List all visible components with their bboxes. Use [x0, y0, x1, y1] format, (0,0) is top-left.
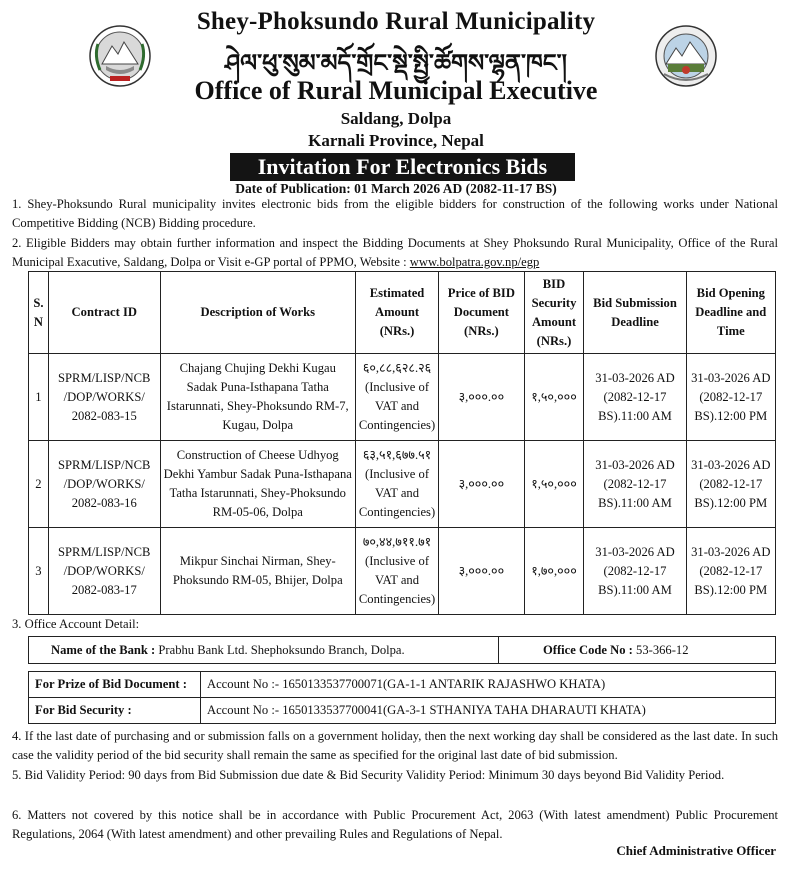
cell-estimated-amount — [355, 528, 438, 615]
signature: Chief Administrative Officer — [616, 843, 776, 858]
cell-security: १,५०,००० — [524, 441, 584, 528]
table-row — [29, 528, 776, 615]
amount-note: (Inclusive of VAT and Contingencies) — [358, 554, 436, 606]
header-opening: Bid Opening Deadline and Time — [686, 272, 775, 354]
office-code-label: Office Code No : — [543, 642, 633, 657]
cell-opening: 31-03-2026 AD (2082-12-17 BS).12:00 PM — [686, 441, 775, 528]
cell-opening: 31-03-2026 AD (2082-12-17 BS).12:00 PM — [686, 528, 775, 615]
paragraph-1: 1. Shey-Phoksundo Rural municipality invites electronic bids from the eligible bidders for construction of the following works under National Competitive Bidding (NCB) Bidding procedure. — [12, 197, 778, 230]
paragraph-2-text: 2. Eligible Bidders may obtain further information and inspect the Bidding Documents at Shey Phoksundo Rural Municipality, Office of the Rural Municipal Exacutive, Saldang, Dolpa or Visit e-GP portal of PPMO, Website : — [12, 236, 778, 269]
paragraph-2 — [12, 234, 778, 272]
cell-estimated-amount — [355, 354, 438, 441]
bank-label: Name of the Bank : — [51, 642, 156, 657]
amount-value: ६०,८८,६२८.२६ — [362, 361, 432, 375]
municipality-seal-icon — [654, 24, 718, 88]
office-code-cell — [499, 637, 776, 664]
municipality-title: Shey-Phoksundo Rural Municipality — [196, 8, 596, 35]
bank-value: Prabhu Bank Ltd. Shephoksundo Branch, Dolpa. — [158, 642, 405, 657]
paragraph-3: 3. Office Account Detail: — [12, 617, 140, 631]
cell-price: ३,०००.०० — [439, 354, 524, 441]
cell-description: Construction of Cheese Udhyog Dekhi Yambur Sadak Puna-Isthapana Tatha Istarunnati, Shey-Phoksundo RM-05-06, Dolpa — [160, 441, 355, 528]
cell-submission: 31-03-2026 AD (2082-12-17 BS).11:00 AM — [584, 354, 686, 441]
cell-price: ३,०००.०० — [439, 528, 524, 615]
office-title: Office of Rural Municipal Executive — [194, 76, 598, 105]
paragraph-4: 4. If the last date of purchasing and or submission falls on a government holiday, then the next working day shall be considered as the last date. In such case the validity period of the bid security shall remain the same as specified for the original last date of bid submission. — [12, 729, 778, 762]
cell-contract-id: SPRM/LISP/NCB /DOP/WORKS/ 2082-083-16 — [48, 441, 160, 528]
account-label: For Prize of Bid Document : — [29, 672, 201, 698]
header-price: Price of BID Document (NRs.) — [439, 272, 524, 354]
bank-row — [29, 637, 776, 664]
cell-description: Mikpur Sinchai Nirman, Shey-Phoksundo RM-05, Bhijer, Dolpa — [160, 528, 355, 615]
cell-sn: 3 — [29, 528, 49, 615]
account-value: Account No :- 1650133537700041(GA-3-1 STHANIYA TAHA DHARAUTI KHATA) — [201, 698, 776, 724]
account-label: For Bid Security : — [29, 698, 201, 724]
header-contract-id: Contract ID — [48, 272, 160, 354]
bank-name-cell — [29, 637, 499, 664]
municipality-title-tibetan: ཤེལ་ཕུ་སུམ་མདོ་གྲོང་སྡེ་སྤྱི་ཚོགས་ལྷན་ཁང་། — [224, 51, 568, 77]
account-value: Account No :- 1650133537700071(GA-1-1 ANTARIK RAJASHWO KHATA) — [201, 672, 776, 698]
header-security: BID Security Amount (NRs.) — [524, 272, 584, 354]
cell-sn: 1 — [29, 354, 49, 441]
office-province: Karnali Province, Nepal — [308, 131, 484, 150]
egp-portal-link[interactable]: www.bolpatra.gov.np/egp — [409, 255, 540, 269]
cell-price: ३,०००.०० — [439, 441, 524, 528]
bids-table — [28, 271, 776, 615]
account-row — [29, 672, 776, 698]
notice-header — [12, 0, 780, 194]
cell-security: १,५०,००० — [524, 354, 584, 441]
account-row — [29, 698, 776, 724]
table-row — [29, 354, 776, 441]
table-row — [29, 441, 776, 528]
accounts-table — [28, 671, 776, 724]
office-location: Saldang, Dolpa — [340, 109, 452, 128]
paragraph-5: 5. Bid Validity Period: 90 days from Bid Submission due date & Bid Security Validity Period: Minimum 30 days beyond Bid Validity Period. — [12, 768, 725, 782]
amount-note: (Inclusive of VAT and Contingencies) — [358, 380, 436, 432]
header-estimated-amount: Estimated Amount (NRs.) — [355, 272, 438, 354]
header-submission: Bid Submission Deadline — [584, 272, 686, 354]
amount-note: (Inclusive of VAT and Contingencies) — [358, 467, 436, 519]
table-header-row — [29, 272, 776, 354]
cell-estimated-amount — [355, 441, 438, 528]
notice-banner: Invitation For Electronics Bids — [230, 153, 575, 181]
header-description: Description of Works — [160, 272, 355, 354]
amount-value: ७०,४४,७११.७१ — [362, 535, 432, 549]
cell-contract-id: SPRM/LISP/NCB /DOP/WORKS/ 2082-083-17 — [48, 528, 160, 615]
office-code-value: 53-366-12 — [636, 642, 689, 657]
cell-submission: 31-03-2026 AD (2082-12-17 BS).11:00 AM — [584, 441, 686, 528]
cell-contract-id: SPRM/LISP/NCB /DOP/WORKS/ 2082-083-15 — [48, 354, 160, 441]
amount-value: ६३,५१,६७७.५१ — [362, 448, 432, 462]
cell-opening: 31-03-2026 AD (2082-12-17 BS).12:00 PM — [686, 354, 775, 441]
cell-submission: 31-03-2026 AD (2082-12-17 BS).11:00 AM — [584, 528, 686, 615]
paragraph-6: 6. Matters not covered by this notice shall be in accordance with Public Procurement Act, 2063 (With latest amendment) Public Procurement Regulations, 2064 (With latest amendment) and other prevailing Rules and Regulations of Nepal. — [12, 808, 778, 841]
cell-sn: 2 — [29, 441, 49, 528]
header-sn: S. N — [29, 272, 49, 354]
publication-date: Date of Publication: 01 March 2026 AD (2082-11-17 BS) — [235, 181, 557, 196]
bank-table — [28, 636, 776, 664]
cell-description: Chajang Chujing Dekhi Kugau Sadak Puna-Isthapana Tatha Istarunnati, Shey-Phoksundo RM-7, Kugau, Dolpa — [160, 354, 355, 441]
cell-security: १,७०,००० — [524, 528, 584, 615]
